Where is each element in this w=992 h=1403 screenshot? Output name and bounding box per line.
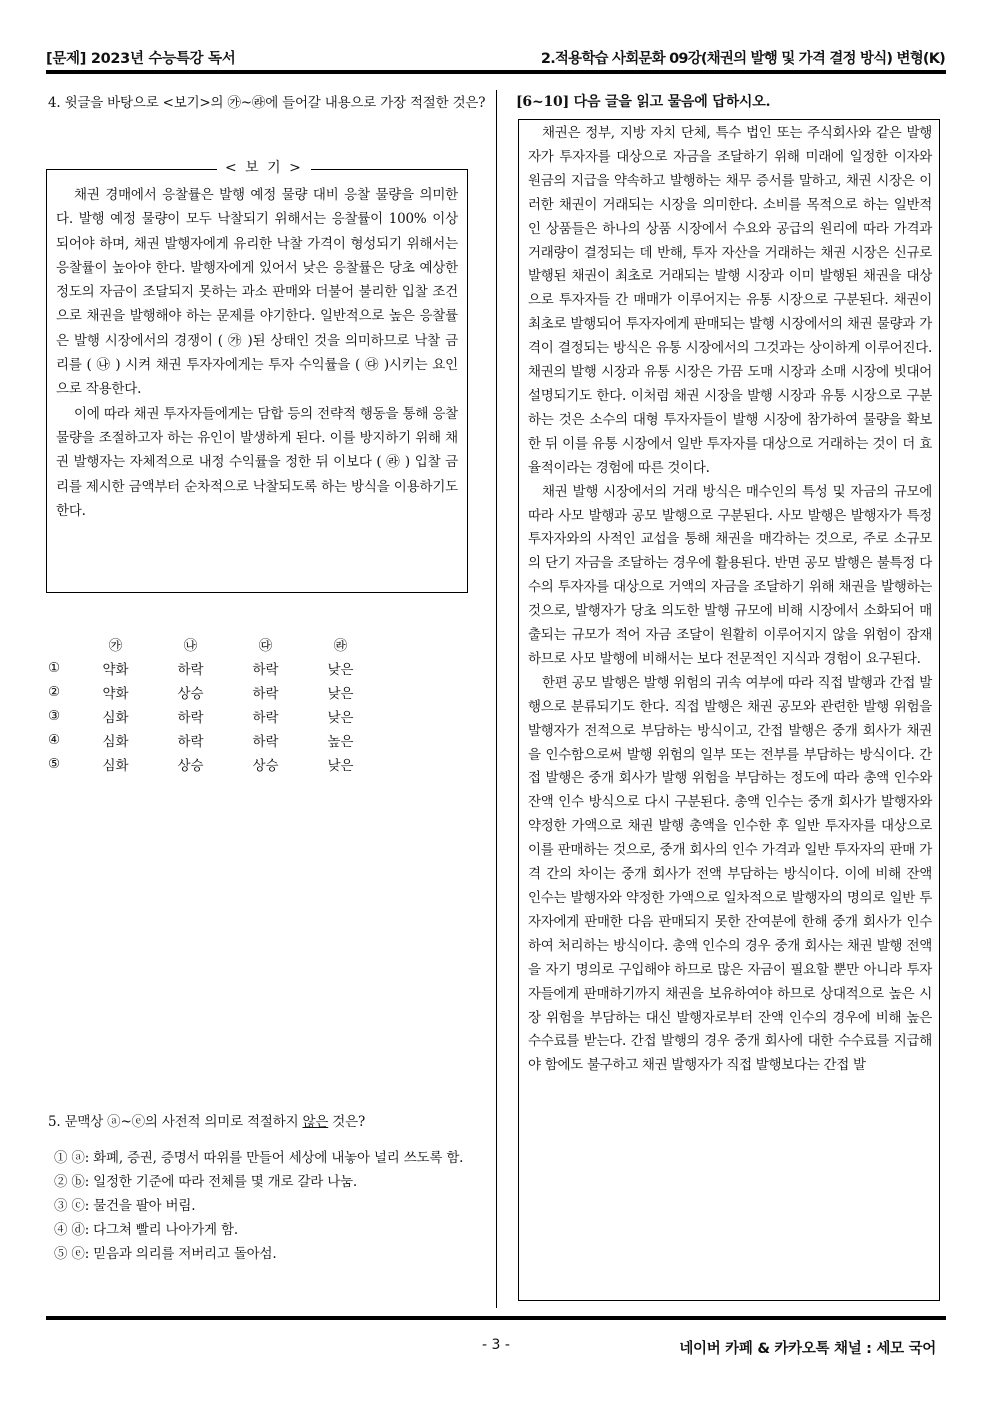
choice-cell: 하락 <box>252 734 279 750</box>
choice-cell: 하락 <box>177 662 204 678</box>
choice-number: ⑤ <box>48 756 61 772</box>
choice-cell: 하락 <box>252 686 279 702</box>
choice-row[interactable] <box>48 704 378 728</box>
q5-option[interactable]: ④ ⓓ: 다그쳐 빨리 나아가게 함. <box>54 1222 238 1238</box>
choice-number: ② <box>48 684 61 700</box>
choice-cell: 낮은 <box>327 710 354 726</box>
bogi-title: < 보 기 > <box>217 157 311 177</box>
choice-cell: 하락 <box>177 734 204 750</box>
passage-header: [6~10] 다음 글을 읽고 물음에 답하시오. <box>516 94 771 110</box>
choice-header-cell: ㉯ <box>183 638 198 654</box>
choice-cell: 하락 <box>252 710 279 726</box>
q5-option[interactable]: ① ⓐ: 화폐, 증권, 증명서 따위를 만들어 세상에 내놓아 널리 쓰도록 함. <box>54 1150 464 1166</box>
passage-paragraph: 채권 발행 시장에서의 거래 방식은 매수인의 특성 및 자금의 규모에 따라 사모 발행과 공모 발행으로 구분된다. 사모 발행은 발행자가 특정 투자자와의 사적인 교섭을 통해 채권을 매각하는 것으로, 주로 소규모의 단기 자금을 조달하는 경우에 활용된다. 반면 공모 발행은 불특정 다수의 투자자를 대상으로 거액의 자금을 조달하기 위해 채권을 발행하는 것으로, 발행자가 당초 의도한 발행 규모에 비해 시장에서 소화되어 매출되는 규모가 적어 자금 조달이 원활히 이루어지지 않을 위험이 잠재하므로 사모 발행에 비해서는 보다 전문적인 지식과 경험이 요구된다. <box>528 483 932 667</box>
choice-cell: 낮은 <box>327 662 354 678</box>
q5-option[interactable]: ③ ⓒ: 물건을 팔아 버림. <box>54 1198 196 1214</box>
q4-stem: 4. 윗글을 바탕으로 <보기>의 ㉮~㉱에 들어갈 내용으로 가장 적절한 것은? <box>48 95 486 111</box>
choice-cell: 약화 <box>102 662 129 678</box>
choice-row[interactable] <box>48 656 378 680</box>
choice-cell: 상승 <box>177 758 204 774</box>
passage-text <box>528 122 932 1078</box>
top-rule <box>46 70 946 74</box>
bogi-paragraph: 이에 따라 채권 투자자들에게는 담합 등의 전략적 행동을 통해 응찰 물량을 조절하고자 하는 유인이 발생하게 된다. 이를 방지하기 위해 채권 발행자는 자체적으로 내정 수익률을 정한 뒤 이보다 ( ㉱ ) 입찰 금리를 제시한 금액부터 순차적으로 낙찰되도록 하는 방식을 이용하기도 한다. <box>56 405 458 519</box>
choice-cell: 심화 <box>102 710 129 726</box>
passage-paragraph: 한편 공모 발행은 발행 위험의 귀속 여부에 따라 직접 발행과 간접 발행으로 분류되기도 한다. 직접 발행은 채권 공모와 관련한 발행 위험을 발행자가 전적으로 부담하는 방식이고, 간접 발행은 중개 회사가 채권을 인수함으로써 발행 위험의 일부 또는 전부를 부담하는 방식이다. 간접 발행은 중개 회사가 발행 위험을 부담하는 정도에 따라 총액 인수와 잔액 인수 방식으로 다시 구분된다. 총액 인수는 중개 회사가 발행자와 약정한 가액으로 채권 발행 총액을 인수한 후 일반 투자자를 대상으로 이를 판매하는 것으로, 중개 회사의 인수 가격과 일반 투자자의 판매 가격 간의 차이는 중개 회사가 전액 부담하는 방식이다. 이에 비해 잔액 인수는 발행자와 약정한 가액으로 일차적으로 발행자의 명의로 일반 투자자에게 판매한 다음 판매되지 못한 잔여분에 한해 중개 회사가 인수하여 처리하는 방식이다. 총액 인수의 경우 중개 회사는 채권 발행 전액을 자기 명의로 구입해야 하므로 많은 자금이 필요할 뿐만 아니라 투자자들에게 판매하기까지 채권을 보유하여야 하므로 상대적으로 높은 시장 위험을 부담하는 대신 발행자로부터 잔액 인수의 경우에 비해 높은 수수료를 받는다. 간접 발행의 경우 중개 회사에 대한 수수료를 지급해야 함에도 불구하고 채권 발행자가 직접 발행보다는 간접 발 <box>528 674 932 1074</box>
choice-header-cell: ㉰ <box>258 638 273 654</box>
header-title: [문제] 2023년 수능특강 독서 <box>46 51 236 67</box>
q4-choices-table <box>48 632 378 776</box>
q5-stem-part: 것은? <box>328 1114 366 1130</box>
choice-cell: 낮은 <box>327 686 354 702</box>
bogi-text <box>56 183 458 523</box>
q5-option[interactable]: ⑤ ⓔ: 믿음과 의리를 저버리고 돌아섬. <box>54 1246 277 1262</box>
column-divider <box>496 90 497 1308</box>
choice-cell: 높은 <box>327 734 354 750</box>
choice-row[interactable] <box>48 680 378 704</box>
bottom-rule <box>46 1316 946 1320</box>
q5-options <box>54 1146 472 1266</box>
choice-cell: 하락 <box>252 662 279 678</box>
choice-row[interactable] <box>48 752 378 776</box>
choice-number: ③ <box>48 708 61 724</box>
choice-number: ④ <box>48 732 61 748</box>
bogi-paragraph: 채권 경매에서 응찰률은 발행 예정 물량 대비 응찰 물량을 의미한다. 발행 예정 물량이 모두 낙찰되기 위해서는 응찰률이 100% 이상 되어야 하며, 채권 발행자에게 유리한 낙찰 가격이 형성되기 위해서는 응찰률이 높아야 한다. 발행자에게 있어서 낮은 응찰률은 당초 예상한 정도의 자금이 조달되지 못하는 과소 판매와 더불어 불리한 입찰 조건으로 채권을 발행해야 하는 문제를 야기한다. 일반적으로 높은 응찰률은 발행 시장에서의 경쟁이 ( ㉮ )된 상태인 것을 의미하므로 낙찰 금리를 ( ㉯ ) 시켜 채권 투자자에게는 투자 수익률을 ( ㉰ )시키는 요인으로 작용한다. <box>56 187 458 398</box>
choice-cell: 약화 <box>102 686 129 702</box>
header-subtitle: 2.적용학습 사회문화 09강(채권의 발행 및 가격 결정 방식) 변형(K) <box>540 51 945 67</box>
q5-option[interactable]: ② ⓑ: 일정한 기준에 따라 전체를 몇 개로 갈라 나눔. <box>54 1174 357 1190</box>
choice-header-cell: ㉮ <box>108 638 123 654</box>
q5-stem-underlined: 않은 <box>302 1114 329 1130</box>
choice-cell: 낮은 <box>327 758 354 774</box>
choice-cell: 하락 <box>177 710 204 726</box>
choice-cell: 심화 <box>102 734 129 750</box>
q5-stem <box>48 1110 478 1134</box>
choices-header-row <box>48 632 378 656</box>
choice-cell: 상승 <box>252 758 279 774</box>
page-number: - 3 - <box>482 1337 510 1353</box>
choice-cell: 상승 <box>177 686 204 702</box>
passage-paragraph: 채권은 정부, 지방 자치 단체, 특수 법인 또는 주식회사와 같은 발행자가 투자자를 대상으로 자금을 조달하기 위해 미래에 일정한 이자와 원금의 지급을 약속하고 발행하는 채무 증서를 말하고, 채권 시장은 이러한 채권이 거래되는 시장을 의미한다. 소비를 목적으로 하는 일반적인 상품들은 하나의 상품 시장에서 수요와 공급의 원리에 따라 가격과 거래량이 결정되는 데 반해, 투자 자산을 거래하는 채권 시장은 신규로 발행된 채권이 최초로 거래되는 발행 시장과 이미 발행된 채권을 대상으로 투자자들 간 매매가 이루어지는 유통 시장으로 구분된다. 채권이 최초로 발행되어 투자자에게 판매되는 발행 시장에서의 채권 물량과 가격이 결정되는 방식은 유통 시장에서의 그것과는 상이하게 이루어진다. 채권의 발행 시장과 유통 시장은 가끔 도매 시장과 소매 시장에 빗대어 설명되기도 한다. 이처럼 채권 시장을 발행 시장과 유통 시장으로 구분하는 것은 소수의 대형 투자자들이 발행 시장에 참가하여 물량을 확보한 뒤 이를 유통 시장에서 일반 투자자를 대상으로 거래하는 것이 더 효율적이라는 경험에 따른 것이다. <box>528 125 932 476</box>
footer-channel: 네이버 카페 & 카카오톡 채널 : 세모 국어 <box>679 1341 936 1357</box>
choice-cell: 심화 <box>102 758 129 774</box>
q5-stem-part: 5. 문맥상 ⓐ~ⓔ의 사전적 의미로 적절하지 <box>48 1114 303 1130</box>
choice-number: ① <box>48 660 61 676</box>
choice-row[interactable] <box>48 728 378 752</box>
choice-header-cell: ㉱ <box>333 638 348 654</box>
